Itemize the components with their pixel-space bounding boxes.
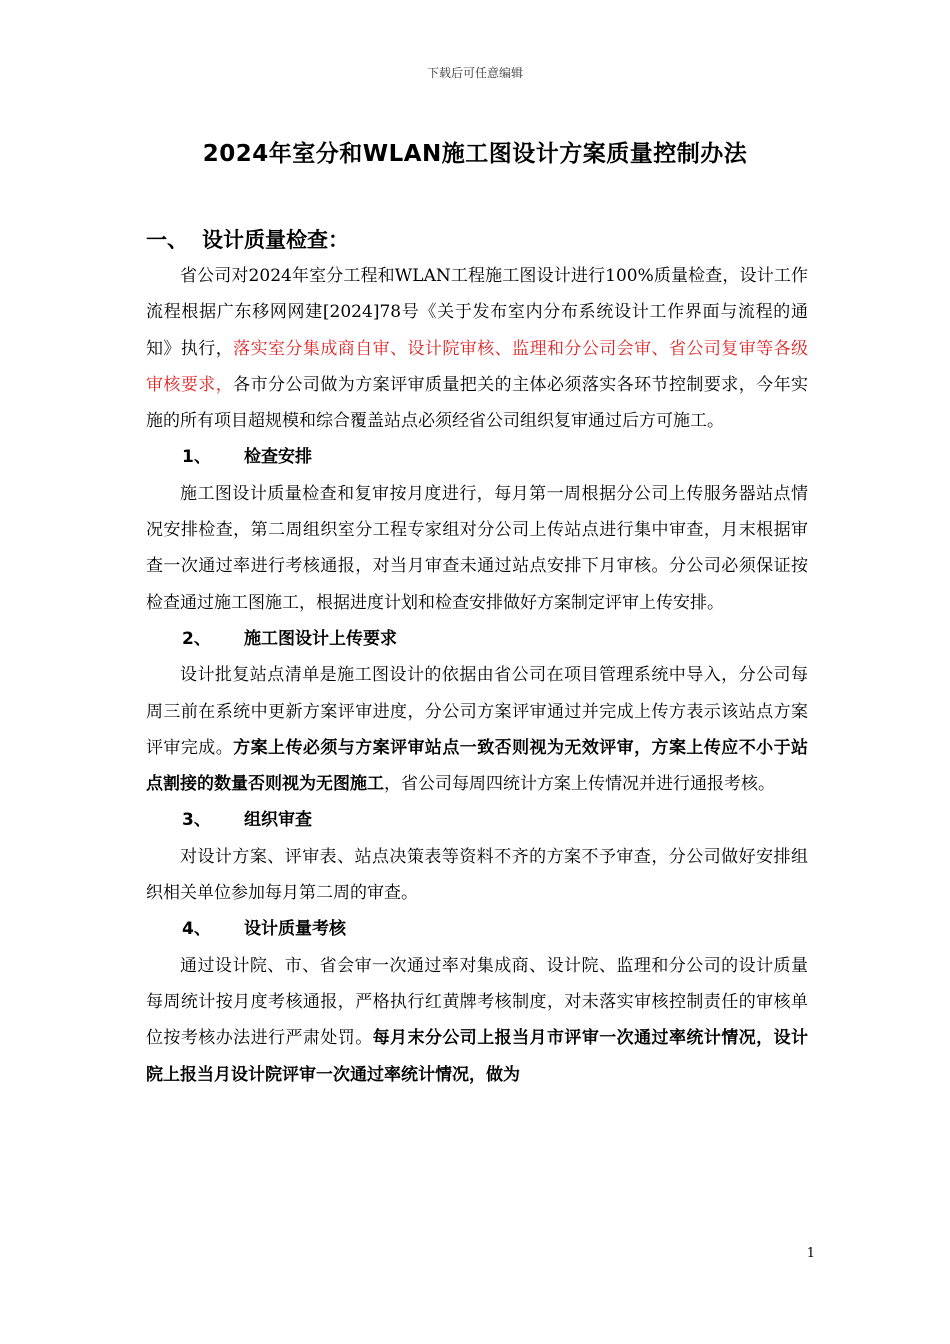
intro-highlight-red: 落实室分集成商自审、设计院审核、监理和分公司会审、省公司复审等各级审核要求，: [146, 338, 809, 395]
subsection-heading-3: [146, 802, 808, 838]
subsection-title: 施工图设计上传要求: [244, 628, 397, 649]
paragraph-text: ，省公司每周四统计方案上传情况并进行通报考核。: [384, 774, 775, 795]
document-title: 2024年室分和WLAN施工图设计方案质量控制办法: [202, 141, 748, 167]
subsection-heading-2: [146, 621, 808, 657]
subsection-heading-1: [146, 439, 808, 475]
subsection-number: 1、: [182, 447, 211, 468]
paragraph-text: 通过设计院、市、省会审一次通过率对集成商、设计院、监理和分公司的设计质量每周统计按月度考核通报，严格执行红黄牌考核制度，对未落实审核控制责任的审核单位按考核办法进行严肃处罚。: [146, 955, 808, 1049]
section-number: 一、: [146, 228, 188, 252]
subsection-paragraph-3: 对设计方案、评审表、站点决策表等资料不齐的方案不予审查，分公司做好安排组织相关单位参加每月第二周的审查。: [146, 846, 808, 904]
intro-text-1: 省公司对2024年室分工程和WLAN工程施工图设计进行100%质量检查，设计工作流程根据广东移网网建[2024]78号《关于发布室内分布系统设计工作界面与流程的通知》执行，: [146, 266, 808, 359]
subsection-title: 组织审查: [244, 810, 312, 831]
section-title: 设计质量检查：: [202, 228, 349, 252]
document-body: [146, 222, 808, 1093]
subsection-paragraph-1: 施工图设计质量检查和复审按月度进行，每月第一周根据分公司上传服务器站点情况安排检查，第二周组织室分工程专家组对分公司上传站点进行集中审查，月末根据审查一次通过率进行考核通报，对当月审查未通过站点安排下月审核。分公司必须保证按检查通过施工图施工，根据进度计划和检查安排做好方案制定评审上传安排。: [146, 483, 808, 613]
subsection-number: 4、: [182, 919, 211, 940]
subsection-number: 2、: [182, 628, 211, 649]
header-note: 下载后可任意编辑: [426, 66, 523, 80]
page-number: 1: [806, 1246, 815, 1261]
intro-text-2: 各市分公司做为方案评审质量把关的主体必须落实各环节控制要求，今年实施的所有项目超规模和综合覆盖站点必须经省公司组织复审通过后方可施工。: [146, 374, 809, 432]
subsection-title: 检查安排: [244, 447, 312, 468]
subsection-paragraph-4: [146, 948, 808, 1093]
paragraph-bold-text: 每月末分公司上报当月市评审一次通过率统计情况，设计院上报当月设计院评审一次通过率统计情况，做为: [146, 1028, 809, 1085]
subsection-title: 设计质量考核: [244, 919, 346, 940]
subsection-number: 3、: [182, 810, 211, 831]
section-intro-paragraph: [146, 258, 808, 439]
subsection-paragraph-2: [146, 657, 808, 802]
section-heading: [146, 222, 808, 258]
subsection-heading-4: [146, 911, 808, 947]
paragraph-bold-text: 方案上传必须与方案评审站点一致否则视为无效评审，方案上传应不小于站点割接的数量否则视为无图施工: [146, 737, 809, 795]
paragraph-text: 设计批复站点清单是施工图设计的依据由省公司在项目管理系统中导入，分公司每周三前在系统中更新方案评审进度，分公司方案评审通过并完成上传方表示该站点方案评审完成。: [146, 665, 808, 758]
